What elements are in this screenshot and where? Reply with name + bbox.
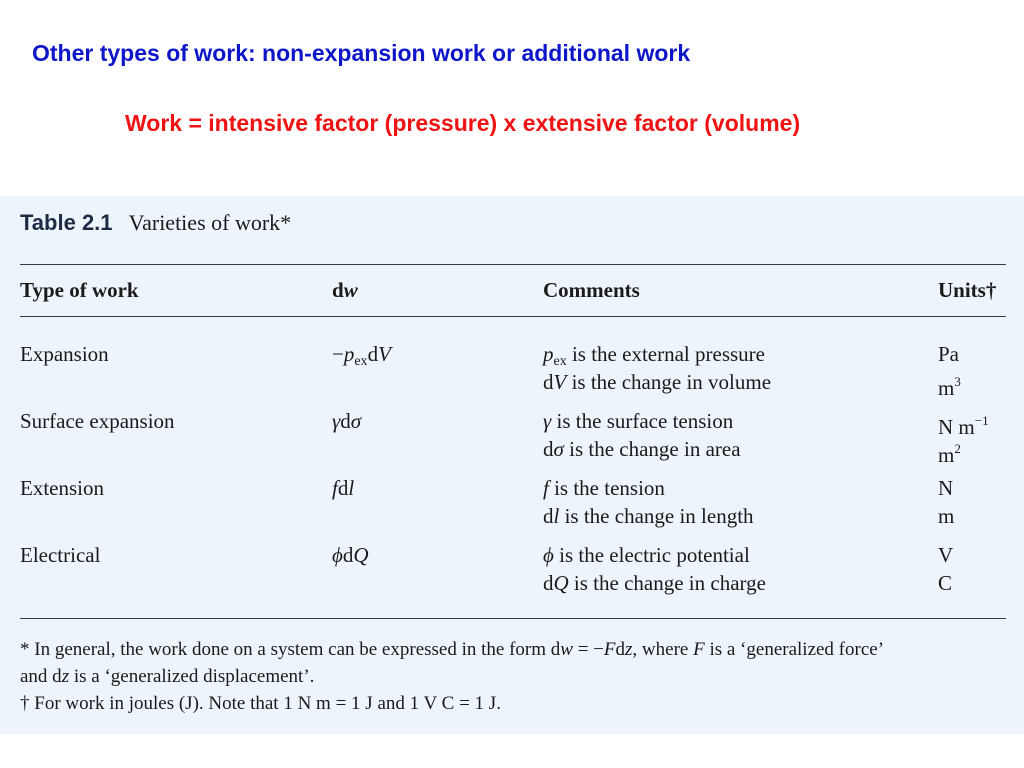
row-expansion-dw: $-p_{ex}dV$: [332, 342, 391, 369]
row-electrical-unit-1: V: [938, 543, 954, 567]
table-top-rule: [20, 264, 1006, 265]
slide-title: Other types of work: non-expansion work or additional work: [32, 40, 691, 66]
footnote-units: † For work in joules (J). Note that 1 N m = 1 J and 1 V C = 1 J.: [20, 693, 501, 714]
row-electrical-unit-2: C: [938, 571, 953, 595]
row-expansion-unit-1: Pa: [938, 342, 959, 366]
header-rule: [20, 316, 1006, 317]
row-extension-comment-1: f is the tension: [543, 476, 665, 500]
header-dw-w: w: [343, 278, 358, 302]
row-extension-unit-1: N: [938, 476, 954, 500]
header-units: Units†: [938, 278, 997, 302]
slide-subtitle: Work = intensive factor (pressure) x extensive factor (volume): [125, 110, 801, 136]
table-footnotes: [20, 636, 1010, 717]
work-varieties-table: [0, 196, 1024, 734]
table-caption: [20, 210, 291, 236]
row-extension-unit-2: m: [938, 504, 955, 528]
row-extension-type: Extension: [20, 476, 104, 500]
table-caption-label: Table 2.1: [20, 210, 113, 235]
table-caption-text: Varieties of work*: [128, 210, 292, 235]
row-surface-unit-1: N $m^{-1}$: [938, 413, 989, 439]
row-surface-unit-2: $m^2$: [938, 441, 961, 467]
row-extension-comment-2: dl is the change in length: [543, 504, 754, 528]
row-electrical-dw: ϕdQ: [332, 543, 369, 567]
row-expansion-comment-2: dV is the change in volume: [543, 370, 772, 394]
table-bottom-rule: [20, 618, 1006, 619]
header-comments: Comments: [543, 278, 640, 302]
row-surface-dw: γdσ: [332, 409, 362, 433]
row-expansion-unit-2: $m^3$: [938, 374, 961, 400]
header-type-of-work: Type of work: [20, 278, 139, 302]
row-electrical-comment-1: ϕ is the electric potential: [543, 543, 750, 567]
footnote-general: * In general, the work done on a system can be expressed in the form dw = −Fdz, where F is a ‘generalized force’: [20, 639, 885, 660]
row-extension-dw: fdl: [332, 476, 355, 500]
row-surface-type: Surface expansion: [20, 409, 175, 433]
header-dw: [332, 276, 358, 304]
header-dw-d: d: [332, 278, 344, 302]
row-expansion-type: Expansion: [20, 342, 109, 366]
footnote-general-cont: and dz is a ‘generalized displacement’.: [20, 666, 315, 687]
row-electrical-comment-2: dQ is the change in charge: [543, 571, 766, 595]
row-surface-comment-1: γ is the surface tension: [543, 409, 734, 433]
row-surface-comment-2: dσ is the change in area: [543, 437, 741, 461]
row-expansion-comment-1: $p_{ex}$ is the external pressure: [543, 342, 765, 369]
row-electrical-type: Electrical: [20, 543, 101, 567]
